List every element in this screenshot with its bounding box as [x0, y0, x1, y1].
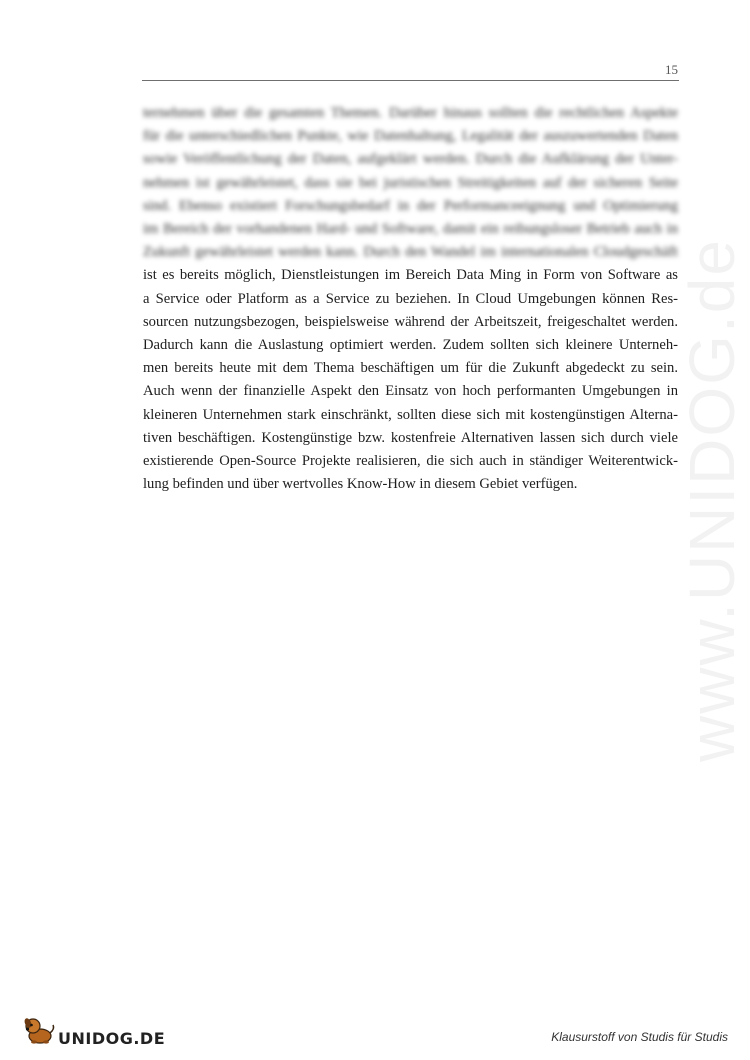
body-text	[143, 102, 678, 496]
text-line: ist es bereits möglich, Dienstleistungen im Bereich Data Ming in Form von Software as	[143, 267, 678, 284]
dog-mascot-icon	[22, 1015, 56, 1050]
text-line: Dadurch kann die Auslastung optimiert werden. Zudem sollten sich kleinere Unterneh-	[143, 337, 678, 354]
text-line: kleineren Unternehmen stark einschränkt, sollten diese sich mit kostengünstigen Alterna-	[143, 406, 678, 423]
text-line: tiven beschäftigen. Kostengünstige bzw. kostenfreie Alternativen lassen sich durch viele	[143, 429, 678, 446]
text-line: men bereits heute mit dem Thema beschäftigen um für die Zukunft abgedeckt zu sein.	[143, 360, 678, 377]
blurred-text-line: sowie Veröffentlichung der Daten, aufgeklärt werden. Durch die Aufklärung der Unter-	[143, 151, 678, 168]
text-line: Auch wenn der finanzielle Aspekt den Einsatz von hoch performanten Umgebungen in	[143, 383, 678, 400]
blurred-text-line: nehmen ist gewährleistet, dass sie bei juristischen Streitigkeiten auf der sicheren Seite	[143, 174, 678, 191]
text-line: existierende Open-Source Projekte realisieren, die sich auch in ständiger Weiterentwick-	[143, 453, 678, 470]
text-line: lung befinden und über wertvolles Know-How in diesem Gebiet verfügen.	[143, 476, 578, 493]
footer-tagline: Klausurstoff von Studis für Studis	[551, 1030, 728, 1044]
blurred-text-line: im Bereich der vorhandenen Hard- und Software, damit ein reibungsloser Betrieb auch in	[143, 221, 678, 238]
header-rule	[142, 80, 679, 81]
blurred-text-line: ternehmen über die gesamten Themen. Darüber hinaus sollten die rechtlichen Aspekte	[143, 105, 678, 121]
text-line: sourcen nutzungsbezogen, beispielsweise während der Arbeitszeit, freigeschaltet werden.	[143, 313, 678, 330]
page-number: 15	[665, 62, 678, 77]
text-line: a Service oder Platform as a Service zu beziehen. In Cloud Umgebungen können Res-	[143, 290, 678, 307]
watermark: www.UNIDOG.de	[676, 238, 748, 762]
blurred-text-line: für die unterschiedlichen Punkte, wie Datenhaltung, Legalität der auszuwertenden Daten	[143, 128, 678, 145]
blurred-text-line: Zukunft gewährleistet werden kann. Durch den Wandel im internationalen Cloudgeschäft	[143, 244, 678, 261]
logo-text: UNIDOG.DE	[58, 1029, 166, 1048]
blurred-text-line: sind. Ebenso existiert Forschungsbedarf in der Performanceeignung und Optimierung	[143, 197, 678, 214]
footer-logo	[22, 1015, 165, 1050]
